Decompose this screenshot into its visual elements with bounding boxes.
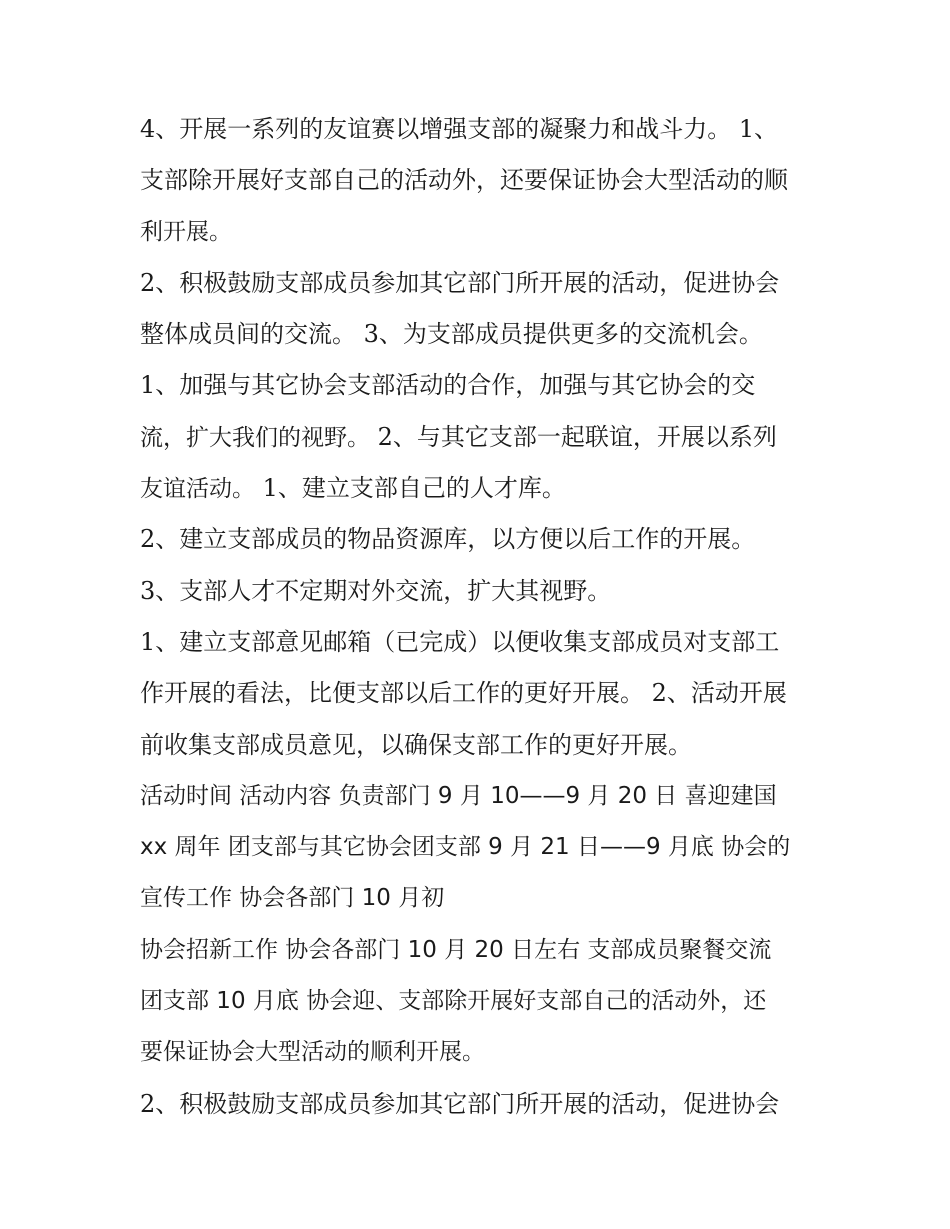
text-line — [140, 873, 820, 924]
text-line — [140, 822, 820, 873]
text-line — [140, 463, 820, 514]
text-line — [140, 668, 820, 719]
text-line — [140, 976, 820, 1027]
text-segment: 2、积极鼓励支部成员参加其它部门所开展的活动，促进协会 — [140, 268, 780, 297]
text-segment: 流，扩大我们的视野。 — [140, 424, 370, 451]
text-segment: 活动时间 活动内容 负责部门 9 月 10——9 月 20 日 喜迎建国 — [140, 782, 777, 809]
text-line — [140, 412, 820, 463]
text-segment: 友谊活动。 — [140, 476, 255, 503]
text-segment: 支部除开展好支部自己的活动外，还要保证协会大型活动的顺 — [140, 166, 788, 195]
document-page — [140, 104, 820, 1130]
text-segment: 2、积极鼓励支部成员参加其它部门所开展的活动，促进协会 — [140, 1089, 780, 1118]
text-segment: xx 周年 团支部与其它协会团支部 9 月 21 日——9 月底 协会的 — [140, 834, 791, 861]
text-line — [140, 514, 820, 565]
text-line — [140, 155, 820, 206]
text-segment: 2、建立支部成员的物品资源库，以方便以后工作的开展。 — [140, 525, 756, 554]
text-line — [140, 309, 820, 360]
text-segment: 1、建立支部意见邮箱（已完成）以便收集支部成员对支部工 — [140, 627, 780, 656]
text-line — [140, 771, 820, 822]
text-line — [140, 258, 820, 309]
text-line — [140, 925, 820, 976]
text-segment: 4、开展一系列的友谊赛以增强支部的凝聚力和战斗力。 1、 — [140, 115, 779, 143]
text-segment: 3、支部人才不定期对外交流，扩大其视野。 — [140, 576, 612, 605]
text-line — [140, 104, 820, 155]
text-segment: 1、建立支部自己的人才库。 — [255, 474, 566, 503]
text-line — [140, 360, 820, 411]
text-line — [140, 617, 820, 668]
text-segment: 要保证协会大型活动的顺利开展。 — [140, 1039, 485, 1066]
text-segment: 协会招新工作 协会各部门 10 月 20 日左右 支部成员聚餐交流 — [140, 936, 772, 963]
text-segment: 团支部 10 月底 协会迎、支部除开展好支部自己的活动外，还 — [140, 988, 767, 1015]
text-segment: 作开展的看法，比便支部以后工作的更好开展。 2、活动开展 — [140, 679, 787, 708]
text-line — [140, 1079, 820, 1130]
text-segment: 整体成员间的交流。 3、为支部成员提供更多的交流机会。 — [140, 320, 763, 349]
text-segment: 1、加强与其它协会支部活动的合作，加强与其它协会的交 — [140, 371, 756, 400]
text-segment: 宣传工作 协会各部门 10 月初 — [140, 885, 445, 912]
text-line — [140, 566, 820, 617]
text-line — [140, 720, 820, 771]
text-segment: 前收集支部成员意见，以确保支部工作的更好开展。 — [140, 730, 692, 759]
text-segment: 2、与其它支部一起联谊，开展以系列 — [370, 422, 777, 451]
text-segment: 利开展。 — [140, 218, 232, 245]
text-line — [140, 1027, 820, 1078]
text-line — [140, 207, 820, 258]
